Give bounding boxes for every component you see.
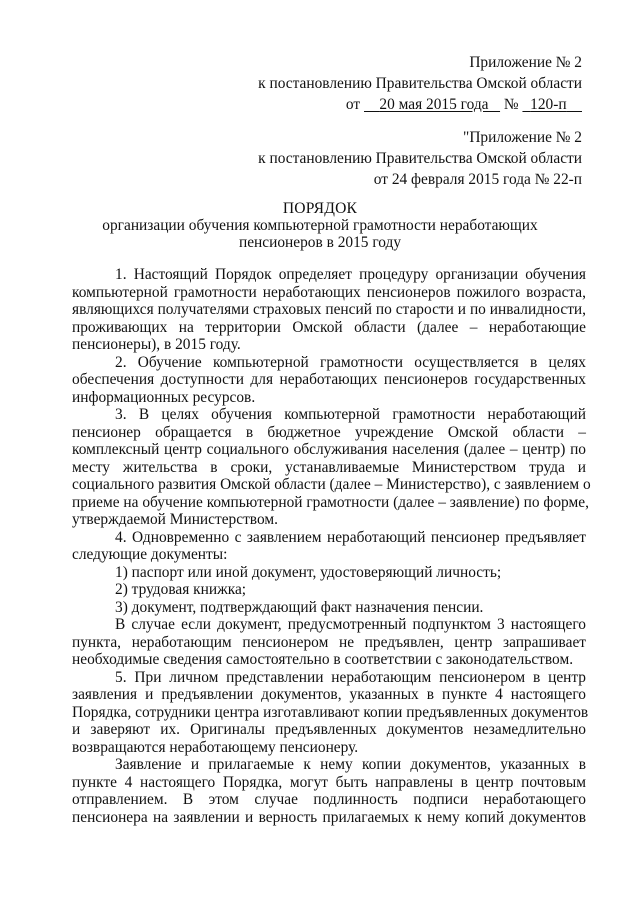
paragraph-4-line: 4. Одновременно с заявлением неработающий пенсионер предъявляет [115,529,586,546]
paragraph-5-line: В случае если документ, предусмотренный подпунктом 3 настоящего [115,616,586,633]
paragraph-6-line: Порядка, сотрудники центра изготавливают копии предъявленных документов [72,704,589,721]
paragraph-7-line: отправлением. В этом случае подлинность подписи неработающего [72,791,586,808]
resolution-date-value: 20 мая 2015 года [379,96,489,113]
paragraph-3-line: месту жительства в сроки, устанавливаемые Министерством труда и [72,459,586,476]
paragraph-2-line: обеспечения доступности для неработающих пенсионеров государственных [72,371,586,388]
paragraph-5-line: необходимые сведения самостоятельно в соответствии с законодательством. [72,651,574,668]
paragraph-1-line: проживающих на территории Омской области (далее – неработающие [72,319,586,336]
paragraph-3-line: социального развития Омской области (далее – Министерство), с заявлением о [72,476,591,493]
paragraph-3-line: утверждаемой Министерством. [72,511,278,528]
document-list-item: 3) документ, подтверждающий факт назначения пенсии. [115,599,484,616]
resolution-number-value: 120-п [530,96,567,113]
paragraph-3-line: приеме на обучение компьютерной грамотности (далее – заявление) по форме, [72,494,589,511]
document-subtitle-line-2: пенсионеров в 2015 году [238,234,402,251]
paragraph-6-line: 5. При личном представлении неработающим пенсионером в центр [115,669,586,686]
paragraph-7-line: пункте 4 настоящего Порядка, могут быть направлены в центр почтовым [72,774,586,791]
paragraph-1-line: пенсионеры), в 2015 году. [72,336,241,353]
document-subtitle-line-1: организации обучения компьютерной грамотности неработающих [102,217,538,234]
attachment-label: Приложение № 2 [469,54,582,71]
previous-resolution-reference: к постановлению Правительства Омской области [258,150,582,167]
paragraph-3-line: 3. В целях обучения компьютерной грамотности неработающий [115,406,586,423]
resolution-date [364,96,500,113]
paragraph-6-line: заявления и предъявлении документов, указанных в пункте 4 настоящего [72,686,586,703]
document-list-item: 2) трудовая книжка; [115,581,247,598]
resolution-reference: к постановлению Правительства Омской области [258,75,582,92]
date-prefix: от [345,96,361,113]
paragraph-5-line: пункта, неработающим пенсионером не предъявлен, центр запрашивает [72,634,586,651]
document-list-item: 1) паспорт или иной документ, удостоверяющий личность; [115,564,502,581]
paragraph-2-line: 2. Обучение компьютерной грамотности осуществляется в целях [115,354,586,371]
number-prefix: № [503,96,519,113]
paragraph-1-line: 1. Настоящий Порядок определяет процедуру организации обучения [115,266,586,283]
paragraph-1-line: являющихся получателями страховых пенсий по старости и по инвалидности, [72,301,586,318]
paragraph-7-line: Заявление и прилагаемые к нему копии документов, указанных в [115,756,586,773]
resolution-number [522,96,582,113]
previous-resolution-date: от 24 февраля 2015 года № 22-п [373,171,582,188]
paragraph-3-line: пенсионер обращается в бюджетное учреждение Омской области – [72,424,586,441]
paragraph-6-line: и заверяют их. Оригиналы предъявленных документов незамедлительно [72,721,586,738]
resolution-date-line [346,96,582,113]
paragraph-4-line: следующие документы: [72,546,228,563]
paragraph-2-line: информационных ресурсов. [72,389,256,406]
paragraph-3-line: комплексный центр социального обслуживания населения (далее – центр) по [72,441,586,458]
paragraph-1-line: компьютерной грамотности неработающих пенсионеров пожилого возраста, [72,284,586,301]
previous-attachment-label: "Приложение № 2 [463,129,582,146]
paragraph-6-line: возвращаются неработающему пенсионеру. [72,739,359,756]
document-heading: ПОРЯДОК [282,200,358,217]
paragraph-7-line: пенсионера на заявлении и верность прилагаемых к нему копий документов [72,809,586,826]
